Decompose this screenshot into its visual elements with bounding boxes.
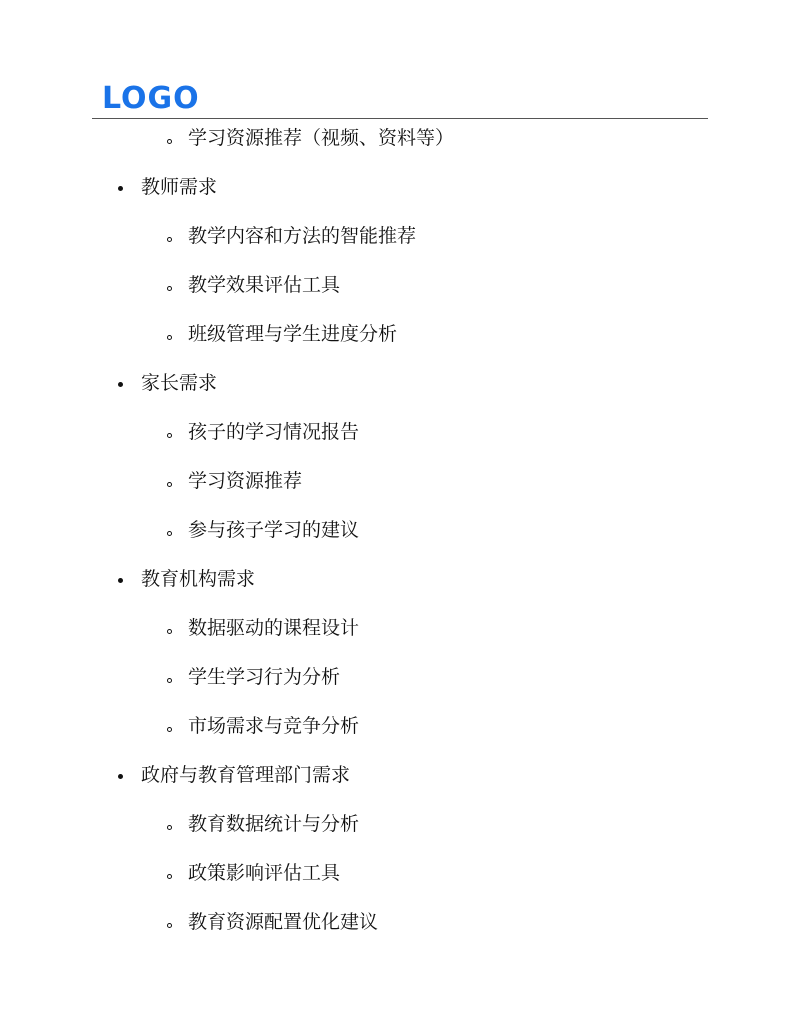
sub-list-item [0, 908, 800, 936]
list-item-text: 政策影响评估工具 [188, 862, 341, 884]
list-item-text: 班级管理与学生进度分析 [188, 323, 398, 345]
list-item-text: 教育机构需求 [141, 568, 256, 590]
sub-list-item [0, 516, 800, 544]
circle-bullet-icon [167, 433, 172, 438]
list-item [0, 369, 800, 397]
disc-bullet-icon [118, 578, 123, 583]
page-header [92, 81, 708, 119]
circle-bullet-icon [167, 923, 172, 928]
list-item [0, 173, 800, 201]
sub-list-item [0, 320, 800, 348]
circle-bullet-icon [167, 874, 172, 879]
circle-bullet-icon [167, 678, 172, 683]
list-item-text: 参与孩子学习的建议 [188, 519, 360, 541]
list-item-text: 数据驱动的课程设计 [188, 617, 360, 639]
list-item-text: 学习资源推荐 [188, 470, 303, 492]
list-item-text: 政府与教育管理部门需求 [141, 764, 351, 786]
sub-list-item [0, 810, 800, 838]
list-item-text: 教学效果评估工具 [188, 274, 341, 296]
circle-bullet-icon [167, 139, 172, 144]
disc-bullet-icon [118, 774, 123, 779]
sub-list-item [0, 271, 800, 299]
list-item-text: 市场需求与竞争分析 [188, 715, 360, 737]
circle-bullet-icon [167, 482, 172, 487]
list-item-text: 家长需求 [141, 372, 218, 394]
sub-list-item [0, 467, 800, 495]
logo: LOGO [102, 81, 200, 116]
sub-list-item [0, 859, 800, 887]
circle-bullet-icon [167, 237, 172, 242]
sub-list-item [0, 712, 800, 740]
list-item [0, 565, 800, 593]
circle-bullet-icon [167, 727, 172, 732]
list-item-text: 教育数据统计与分析 [188, 813, 360, 835]
sub-list-item [0, 222, 800, 250]
sub-list-item [0, 614, 800, 642]
sub-list-item [0, 418, 800, 446]
circle-bullet-icon [167, 335, 172, 340]
sub-list-item [0, 124, 800, 152]
list-item [0, 761, 800, 789]
list-item-text: 教育资源配置优化建议 [188, 911, 379, 933]
circle-bullet-icon [167, 286, 172, 291]
disc-bullet-icon [118, 186, 123, 191]
list-item-text: 教师需求 [141, 176, 218, 198]
list-item-text: 学生学习行为分析 [188, 666, 341, 688]
circle-bullet-icon [167, 531, 172, 536]
list-item-text: 孩子的学习情况报告 [188, 421, 360, 443]
list-item-text: 教学内容和方法的智能推荐 [188, 225, 417, 247]
disc-bullet-icon [118, 382, 123, 387]
sub-list-item [0, 663, 800, 691]
circle-bullet-icon [167, 825, 172, 830]
list-item-text: 学习资源推荐（视频、资料等） [188, 127, 455, 149]
circle-bullet-icon [167, 629, 172, 634]
